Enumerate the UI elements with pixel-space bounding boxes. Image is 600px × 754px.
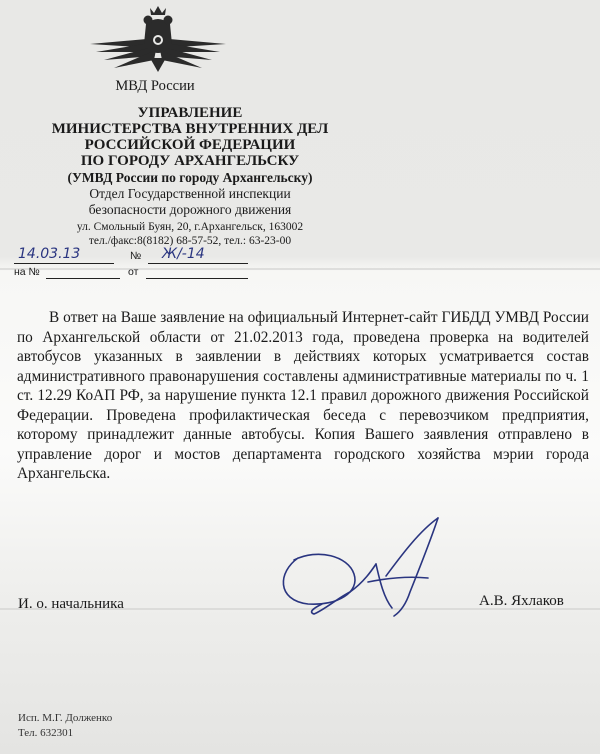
paper-fold (0, 268, 600, 270)
number-underline (148, 263, 248, 264)
letter-body: В ответ на Ваше заявление на официальный Интернет-сайт ГИБДД УМВД России по Архангельской области от 21.02.2013 года, проведена проверка на водителей автобусов указанных в заявлении в действиях которых усматривается состав административного правонарушения составлены административные материалы по ч. 1 ст. 12.29 КоАП РФ, за нарушение пункта 12.1 правил дорожного движения Российской Федерации. Проведена профилактическая беседа с перевозчиком предприятия, которому принадлежит данные автобусы. Копия Вашего заявления отправлено в управление дорог и мостов департамента городского хозяйства мэрии города Архангельска. (17, 309, 589, 482)
phone-fax: тел./факс:8(8182) 68-57-52, тел.: 63-23-00 (88, 235, 292, 247)
date-underline (14, 263, 114, 264)
reference-label-from: от (128, 266, 139, 278)
ref-underline (146, 278, 248, 279)
dept-line: безопасности дорожного движения (88, 202, 292, 217)
handwritten-date: 14.03.13 (18, 246, 81, 262)
executor: Исп. М.Г. Долженко (18, 712, 113, 724)
signatory-name: А.В. Яхлаков (479, 593, 564, 609)
org-line: УПРАВЛЕНИЕ (137, 105, 243, 121)
org-line: (УМВД России по городу Архангельску) (67, 170, 313, 185)
signatory-position: И. о. начальника (18, 596, 124, 612)
reference-label-to: на № (14, 266, 40, 278)
address: ул. Смольный Буян, 20, г.Архангельск, 163002 (76, 221, 304, 233)
number-sign: № (130, 250, 142, 262)
handwritten-number: Ж/-14 (162, 246, 205, 262)
org-line: МИНИСТЕРСТВА ВНУТРЕННИХ ДЕЛ (51, 121, 329, 137)
handwritten-signature (268, 512, 458, 624)
org-line: РОССИЙСКОЙ ФЕДЕРАЦИИ (84, 137, 296, 153)
dept-line: Отдел Государственной инспекции (89, 186, 291, 201)
ministry-name: МВД России (115, 78, 195, 94)
ref-underline (46, 278, 120, 279)
org-line: ПО ГОРОДУ АРХАНГЕЛЬСКУ (80, 153, 300, 169)
mvd-emblem-icon (88, 4, 228, 76)
executor-phone: Тел. 632301 (18, 727, 74, 739)
